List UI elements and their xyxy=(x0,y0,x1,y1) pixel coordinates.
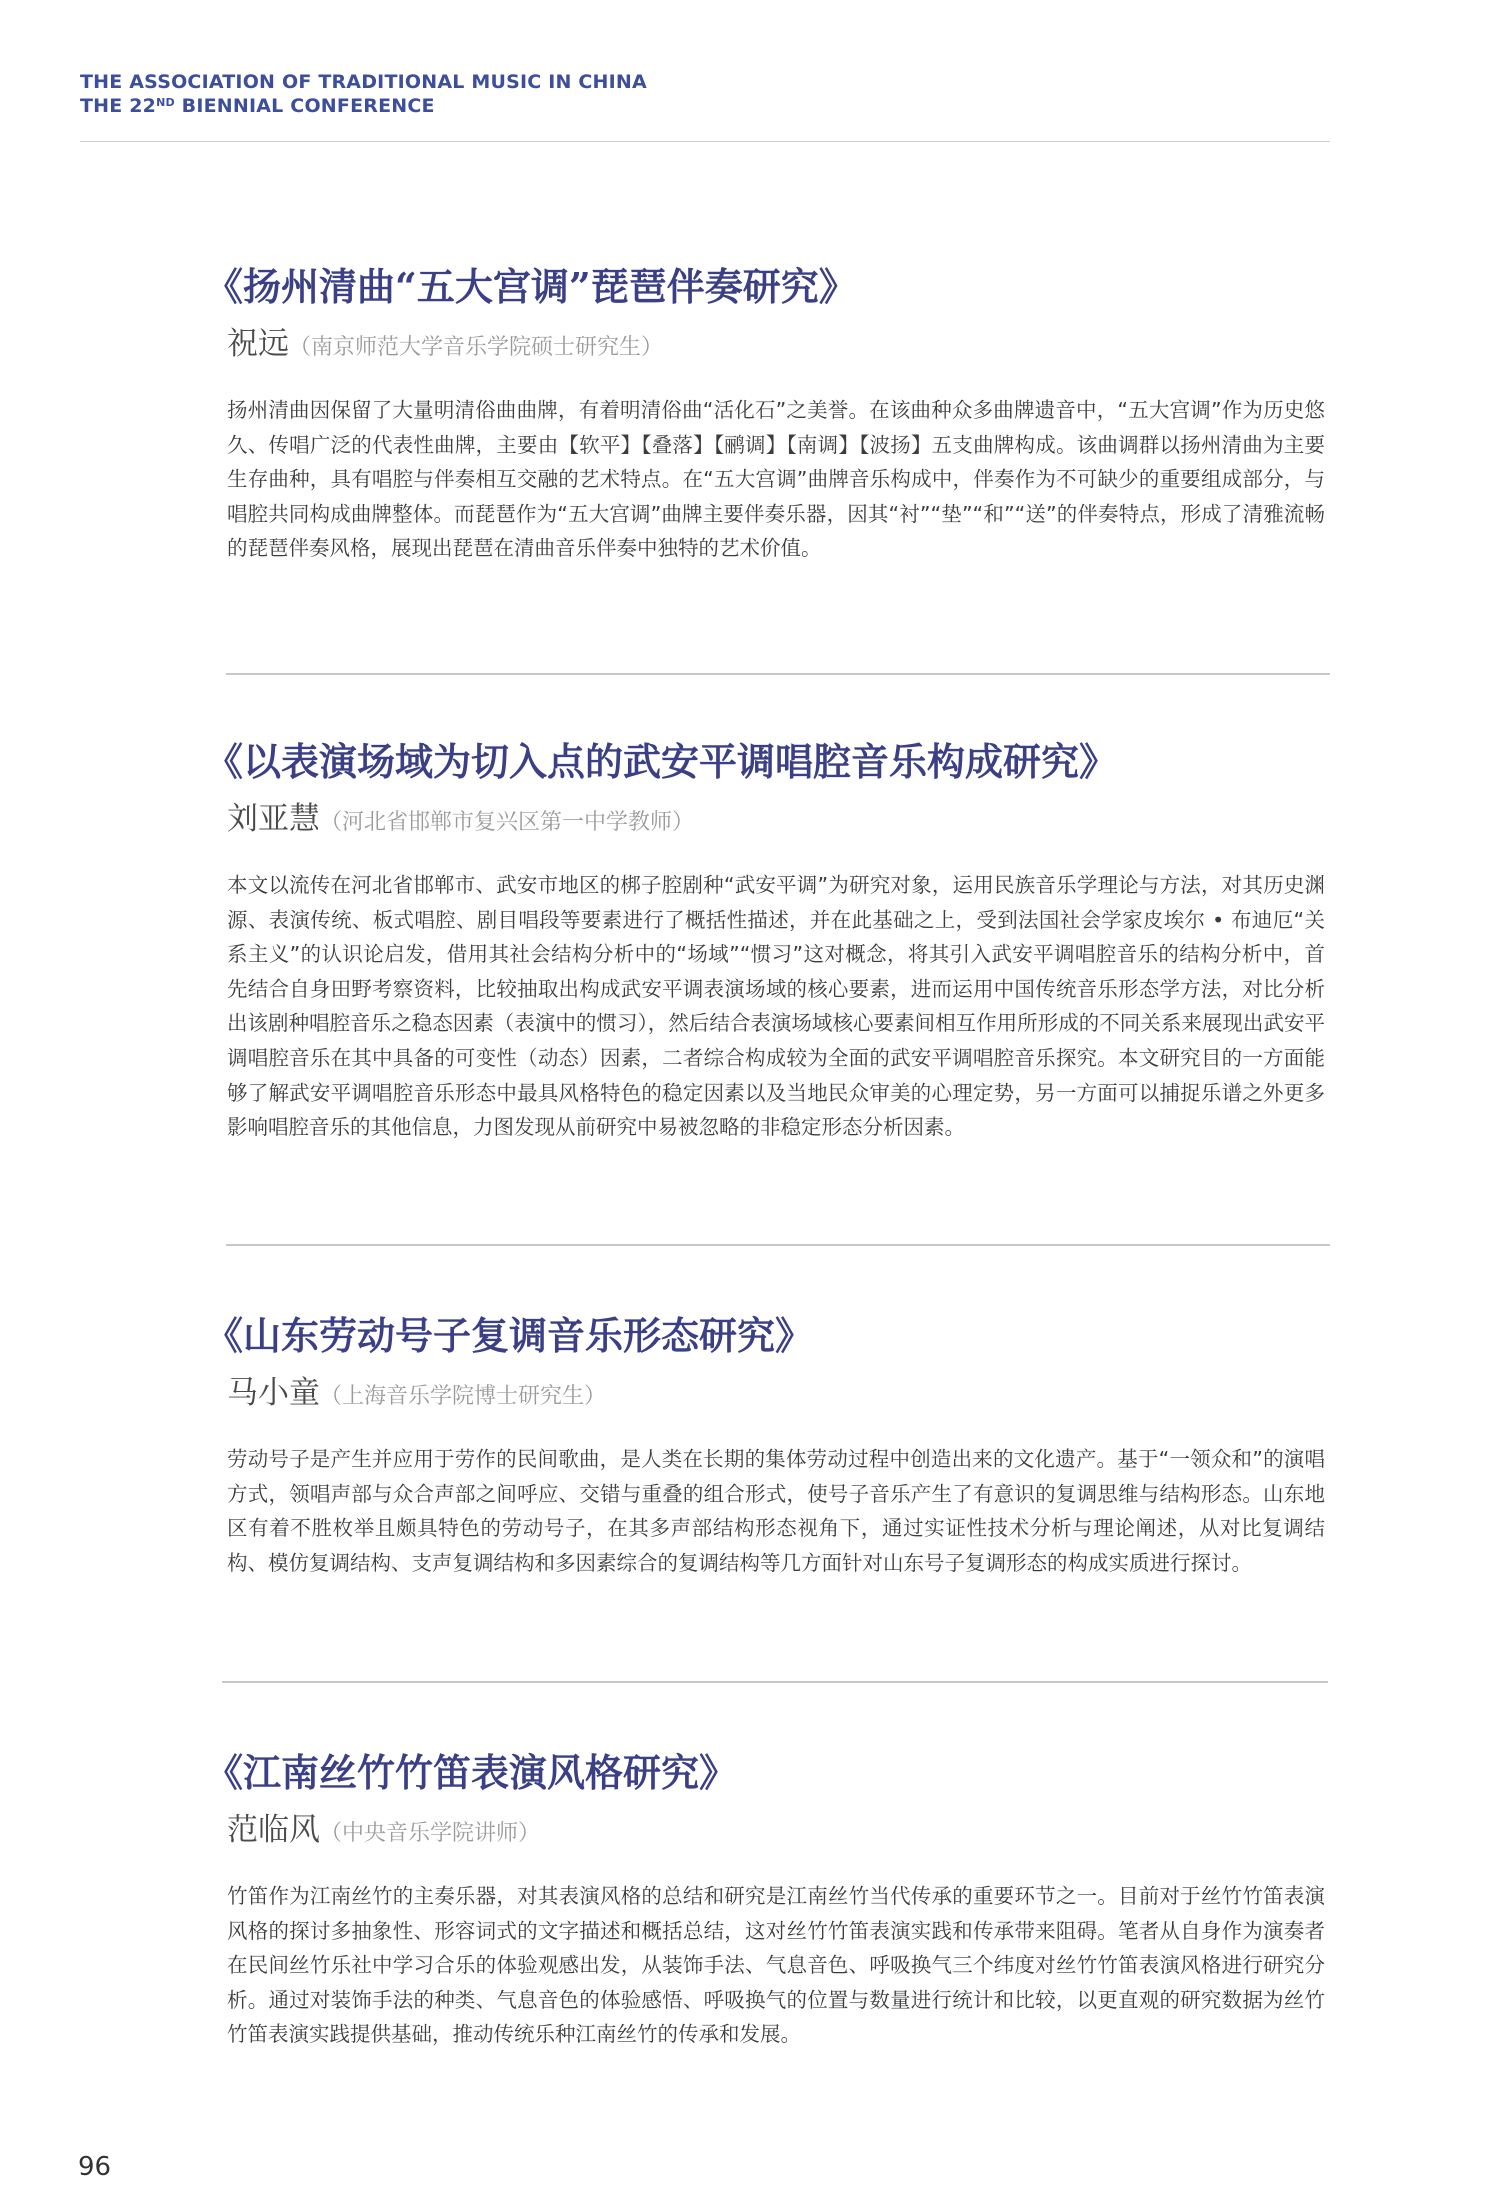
section-divider xyxy=(226,673,1330,675)
page-number: 96 xyxy=(78,2152,112,2182)
author-affiliation: （南京师范大学音乐学院硕士研究生） xyxy=(289,335,664,360)
header-line-2-ordinal: ND xyxy=(156,96,175,109)
article-title: 《扬州清曲“五大宫调”琵琶伴奏研究》 xyxy=(205,264,857,309)
header-line-1: THE ASSOCIATION OF TRADITIONAL MUSIC IN CHINA xyxy=(80,71,647,93)
author-affiliation: （河北省邯郸市复兴区第一中学教师） xyxy=(320,810,695,835)
article-1 xyxy=(205,262,1330,566)
section-divider xyxy=(222,1681,1328,1683)
header-line-2 xyxy=(80,94,1330,118)
article-abstract: 扬州清曲因保留了大量明清俗曲曲牌，有着明清俗曲“活化石”之美誉。在该曲种众多曲牌遗音中，“五大宫调”作为历史悠久、传唱广泛的代表性曲牌，主要由【软平】【叠落】【鹂调】【南调】【波扬】五支曲牌构成。该曲调群以扬州清曲为主要生存曲种，具有唱腔与伴奏相互交融的艺术特点。在“五大宫调”曲牌音乐构成中，伴奏作为不可缺少的重要组成部分，与唱腔共同构成曲牌整体。而琵琶作为“五大宫调”曲牌主要伴奏乐器，因其“衬”“垫”“和”“送”的伴奏特点，形成了清雅流畅的琵琶伴奏风格，展现出琵琶在清曲音乐伴奏中独特的艺术价值。 xyxy=(227,398,1325,561)
author-affiliation: （上海音乐学院博士研究生） xyxy=(320,1384,607,1409)
author-name: 祝远 xyxy=(227,326,289,362)
article-2 xyxy=(205,737,1330,1145)
author-name: 马小童 xyxy=(227,1375,320,1411)
author-row xyxy=(205,1373,1330,1418)
author-name: 范临风 xyxy=(227,1812,320,1848)
header-line-2-suffix: BIENNIAL CONFERENCE xyxy=(174,95,435,117)
article-abstract: 本文以流传在河北省邯郸市、武安市地区的梆子腔剧种“武安平调”为研究对象，运用民族音乐学理论与方法，对其历史渊源、表演传统、板式唱腔、剧目唱段等要素进行了概括性描述，并在此基础之上，受到法国社会学家皮埃尔 • 布迪厄“关系主义”的认识论启发，借用其社会结构分析中的“场域”“惯习”这对概念，将其引入武安平调唱腔音乐的结构分析中，首先结合自身田野考察资料，比较抽取出构成武安平调表演场域的核心要素，进而运用中国传统音乐形态学方法，对比分析出该剧种唱腔音乐之稳态因素（表演中的惯习），然后结合表演场域核心要素间相互作用所形成的不同关系来展现出武安平调唱腔音乐在其中具备的可变性（动态）因素，二者综合构成较为全面的武安平调唱腔音乐探究。本文研究目的一方面能够了解武安平调唱腔音乐形态中最具风格特色的稳定因素以及当地民众审美的心理定势，另一方面可以捕捉乐谱之外更多影响唱腔音乐的其他信息，力图发现从前研究中易被忽略的非稳定形态分析因素。 xyxy=(227,873,1325,1140)
article-4 xyxy=(205,1748,1330,2052)
header-rule xyxy=(80,141,1330,142)
section-divider xyxy=(226,1244,1330,1246)
running-header xyxy=(80,70,1330,118)
author-affiliation: （中央音乐学院讲师） xyxy=(320,1821,541,1846)
article-title: 《山东劳动号子复调音乐形态研究》 xyxy=(205,1313,814,1358)
article-title: 《以表演场域为切入点的武安平调唱腔音乐构成研究》 xyxy=(205,739,1118,784)
header-line-2-prefix: THE 22 xyxy=(80,95,157,117)
author-row xyxy=(205,324,1330,369)
author-name: 刘亚慧 xyxy=(227,801,320,837)
article-3 xyxy=(205,1311,1330,1580)
article-abstract: 劳动号子是产生并应用于劳作的民间歌曲，是人类在长期的集体劳动过程中创造出来的文化遗产。基于“一领众和”的演唱方式，领唱声部与众合声部之间呼应、交错与重叠的组合形式，使号子音乐产生了有意识的复调思维与结构形态。山东地区有着不胜枚举且颇具特色的劳动号子，在其多声部结构形态视角下，通过实证性技术分析与理论阐述，从对比复调结构、模仿复调结构、支声复调结构和多因素综合的复调结构等几方面针对山东号子复调形态的构成实质进行探讨。 xyxy=(227,1447,1325,1575)
article-abstract: 竹笛作为江南丝竹的主奏乐器，对其表演风格的总结和研究是江南丝竹当代传承的重要环节之一。目前对于丝竹竹笛表演风格的探讨多抽象性、形容词式的文字描述和概括总结，这对丝竹竹笛表演实践和传承带来阻碍。笔者从自身作为演奏者在民间丝竹乐社中学习合乐的体验观感出发，从装饰手法、气息音色、呼吸换气三个纬度对丝竹竹笛表演风格进行研究分析。通过对装饰手法的种类、气息音色的体验感悟、呼吸换气的位置与数量进行统计和比较，以更直观的研究数据为丝竹竹笛表演实践提供基础，推动传统乐种江南丝竹的传承和发展。 xyxy=(227,1884,1325,2047)
author-row xyxy=(205,1810,1330,1855)
article-title: 《江南丝竹竹笛表演风格研究》 xyxy=(205,1750,738,1795)
author-row xyxy=(205,799,1330,844)
